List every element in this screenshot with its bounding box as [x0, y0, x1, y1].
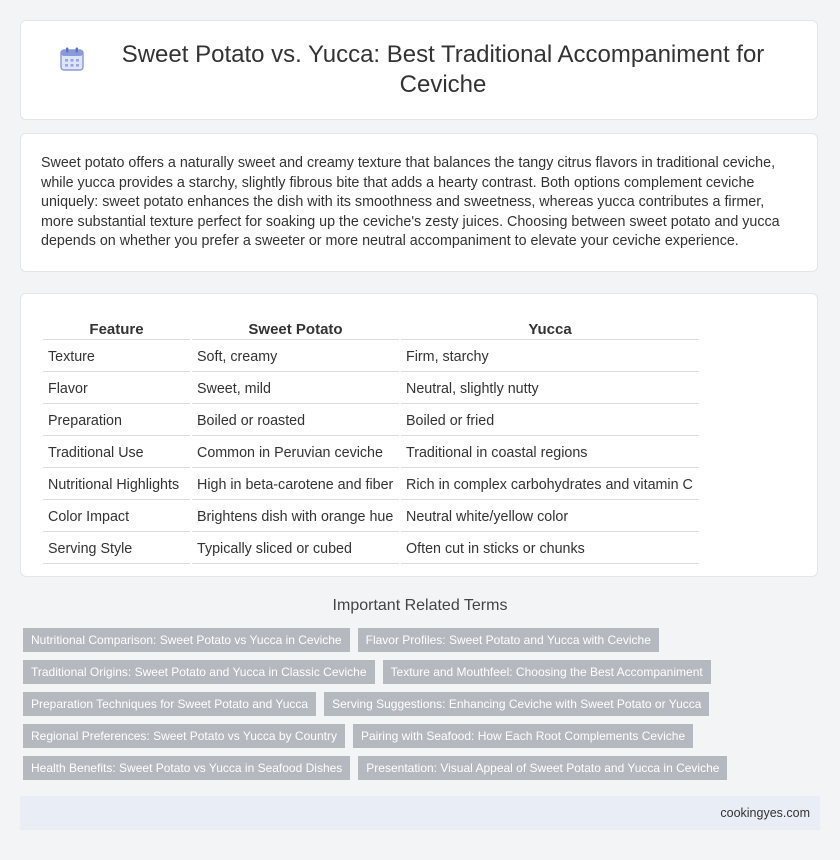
table-cell: Traditional Use [43, 438, 190, 468]
table-row [43, 406, 699, 436]
table-cell: Brightens dish with orange hue [192, 502, 399, 532]
header-feature: Feature [43, 318, 190, 340]
table-cell: Boiled or fried [401, 406, 699, 436]
table-cell: Common in Peruvian ceviche [192, 438, 399, 468]
table-cell: Neutral, slightly nutty [401, 374, 699, 404]
table-row [43, 534, 699, 564]
related-term-tag[interactable]: Flavor Profiles: Sweet Potato and Yucca with Ceviche [358, 628, 659, 652]
footer [20, 796, 820, 830]
table-cell: High in beta-carotene and fiber [192, 470, 399, 500]
tag-row [23, 628, 823, 652]
title-wrap [59, 40, 779, 100]
table-cell: Sweet, mild [192, 374, 399, 404]
tag-row [23, 660, 823, 684]
table-cell: Neutral white/yellow color [401, 502, 699, 532]
table-row [43, 374, 699, 404]
page-title: Sweet Potato vs. Yucca: Best Traditional Accompaniment for Ceviche [121, 41, 765, 98]
header-yucca: Yucca [401, 318, 699, 340]
table-row [43, 342, 699, 372]
related-term-tag[interactable]: Traditional Origins: Sweet Potato and Yucca in Classic Ceviche [23, 660, 375, 684]
calendar-icon [59, 46, 85, 72]
table-cell: Often cut in sticks or chunks [401, 534, 699, 564]
table-cell: Nutritional Highlights [43, 470, 190, 500]
intro-card [20, 133, 818, 272]
table-cell: Firm, starchy [401, 342, 699, 372]
related-term-tag[interactable]: Pairing with Seafood: How Each Root Complements Ceviche [353, 724, 693, 748]
tag-row [23, 724, 823, 748]
related-term-tag[interactable]: Presentation: Visual Appeal of Sweet Potato and Yucca in Ceviche [358, 756, 727, 780]
related-term-tag[interactable]: Texture and Mouthfeel: Choosing the Best Accompaniment [383, 660, 711, 684]
table-cell: Boiled or roasted [192, 406, 399, 436]
related-term-tag[interactable]: Nutritional Comparison: Sweet Potato vs Yucca in Ceviche [23, 628, 350, 652]
table-cell: Traditional in coastal regions [401, 438, 699, 468]
table-cell: Flavor [43, 374, 190, 404]
related-term-tag[interactable]: Preparation Techniques for Sweet Potato and Yucca [23, 692, 316, 716]
table-cell: Typically sliced or cubed [192, 534, 399, 564]
related-terms-heading: Important Related Terms [332, 597, 508, 614]
comparison-card [20, 293, 818, 577]
related-terms [23, 628, 823, 788]
table-cell: Serving Style [43, 534, 190, 564]
related-term-tag[interactable]: Serving Suggestions: Enhancing Ceviche with Sweet Potato or Yucca [324, 692, 709, 716]
related-term-tag[interactable]: Health Benefits: Sweet Potato vs Yucca in Seafood Dishes [23, 756, 350, 780]
tag-row [23, 756, 823, 780]
title-card [20, 20, 818, 120]
footer-site-link[interactable]: cookingyes.com [720, 806, 810, 820]
table-cell: Preparation [43, 406, 190, 436]
related-term-tag[interactable]: Regional Preferences: Sweet Potato vs Yucca by Country [23, 724, 345, 748]
table-cell: Color Impact [43, 502, 190, 532]
table-cell: Soft, creamy [192, 342, 399, 372]
table-cell: Texture [43, 342, 190, 372]
table-cell: Rich in complex carbohydrates and vitamin C [401, 470, 699, 500]
intro-paragraph: Sweet potato offers a naturally sweet and creamy texture that balances the tangy citrus flavors in traditional ceviche, while yucca provides a starchy, slightly fibrous bite that adds a hearty contrast. Both options complement ceviche uniquely: sweet potato enhances the dish with its smoothness and sweetness, whereas yucca contributes a firmer, more substantial texture perfect for soaking up the ceviche's zesty juices. Choosing between sweet potato and yucca depends on whether you prefer a sweeter or more neutral accompaniment to elevate your ceviche experience. [41, 155, 780, 250]
table-header-row [43, 318, 699, 340]
tag-row [23, 692, 823, 716]
table-row [43, 470, 699, 500]
table-row [43, 502, 699, 532]
table-row [43, 438, 699, 468]
header-sweet-potato: Sweet Potato [192, 318, 399, 340]
comparison-table [41, 316, 701, 566]
